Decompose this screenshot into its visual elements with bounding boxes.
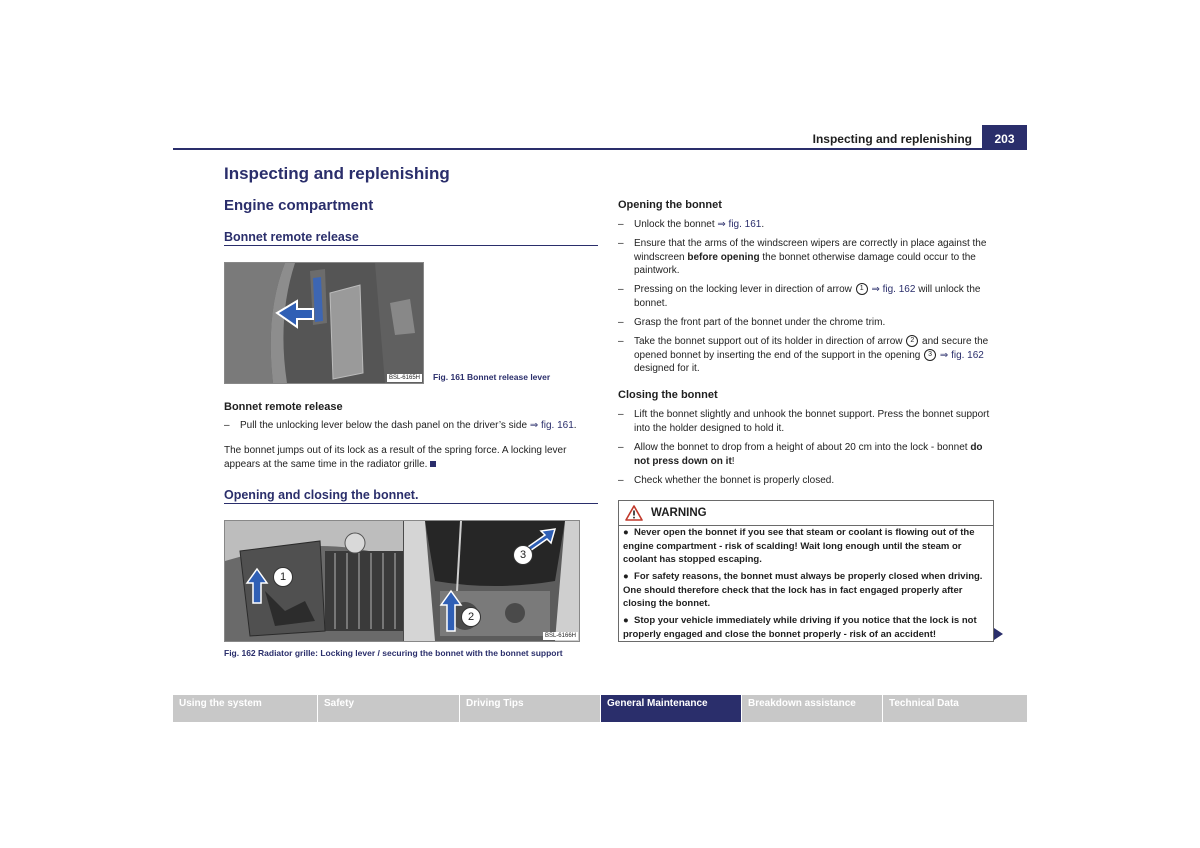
header-rule: [173, 148, 1027, 150]
nav-technical-data[interactable]: Technical Data: [883, 695, 1027, 722]
warning-item: ● Stop your vehicle immediately while driving if you notice that the lock is not properly engaged and close the bonnet properly - risk of an accident!: [623, 615, 977, 640]
warning-item: ● Never open the bonnet if you see that steam or coolant is flowing out of the engine compartment - risk of scalding! Wait long enough until the steam or coolant has stopped escaping.: [623, 527, 975, 565]
closing-heading: Closing the bonnet: [618, 389, 718, 401]
figure-162: [224, 520, 580, 642]
arrow-1-badge: 1: [856, 283, 868, 295]
fig-161-link[interactable]: ⇒ fig. 161: [529, 420, 574, 431]
bonnet-release-heading: Bonnet remote release: [224, 401, 343, 413]
figure-161-caption: Fig. 161 Bonnet release lever: [433, 372, 551, 382]
fig-161-link[interactable]: ⇒ fig. 161: [717, 219, 762, 230]
opening-heading: Opening the bonnet: [618, 199, 722, 211]
warning-item: ● For safety reasons, the bonnet must always be properly closed when driving. One should therefore check that the lock has in fact engaged properly after closing the bonnet.: [623, 571, 983, 609]
warning-label: WARNING: [651, 507, 707, 519]
arrow-2-badge: 2: [906, 335, 918, 347]
page-number: 203: [982, 125, 1027, 149]
title-rule: [224, 245, 598, 246]
nav-using-the-system[interactable]: Using the system: [173, 695, 317, 722]
fig-162-link[interactable]: ⇒ fig. 162: [939, 349, 984, 361]
running-title: Inspecting and replenishing: [812, 132, 972, 146]
warning-header: [619, 501, 993, 526]
bullet-icon: ●: [623, 615, 629, 626]
bonnet-release-paragraph: The bonnet jumps out of its lock as a result of the spring force. A locking lever appears at the same time in the radiator grille.: [224, 445, 567, 470]
bonnet-release-title: Bonnet remote release: [224, 230, 359, 244]
nav-driving-tips[interactable]: Driving Tips: [460, 695, 600, 722]
figure-162-caption: Fig. 162 Radiator grille: Locking lever / securing the bonnet with the bonnet support: [224, 648, 563, 658]
nav-breakdown-assistance[interactable]: Breakdown assistance: [742, 695, 882, 722]
marker-3: 3: [513, 545, 533, 565]
warning-triangle-icon: [625, 505, 643, 521]
bullet-icon: ●: [623, 571, 629, 582]
nav-general-maintenance[interactable]: General Maintenance: [601, 695, 741, 722]
opening-3-badge: 3: [924, 349, 936, 361]
figure-code: BSL-6165H: [388, 375, 420, 381]
nav-safety[interactable]: Safety: [318, 695, 459, 722]
subsection-title: Engine compartment: [224, 197, 374, 214]
bonnet-release-lever-illustration: [225, 263, 423, 383]
section-end-mark: [430, 461, 436, 467]
figure-code: BSL-6166H: [544, 633, 576, 639]
bullet-icon: ●: [623, 527, 629, 538]
title-rule: [224, 503, 598, 504]
marker-1: 1: [273, 567, 293, 587]
continue-arrow-icon: [994, 628, 1003, 640]
figure-161: [224, 262, 424, 384]
section-title: Inspecting and replenishing: [224, 164, 450, 183]
warning-box: [618, 500, 994, 642]
marker-2: 2: [461, 607, 481, 627]
opening-closing-title: Opening and closing the bonnet.: [224, 488, 419, 502]
fig-162-link[interactable]: ⇒ fig. 162: [871, 284, 916, 295]
